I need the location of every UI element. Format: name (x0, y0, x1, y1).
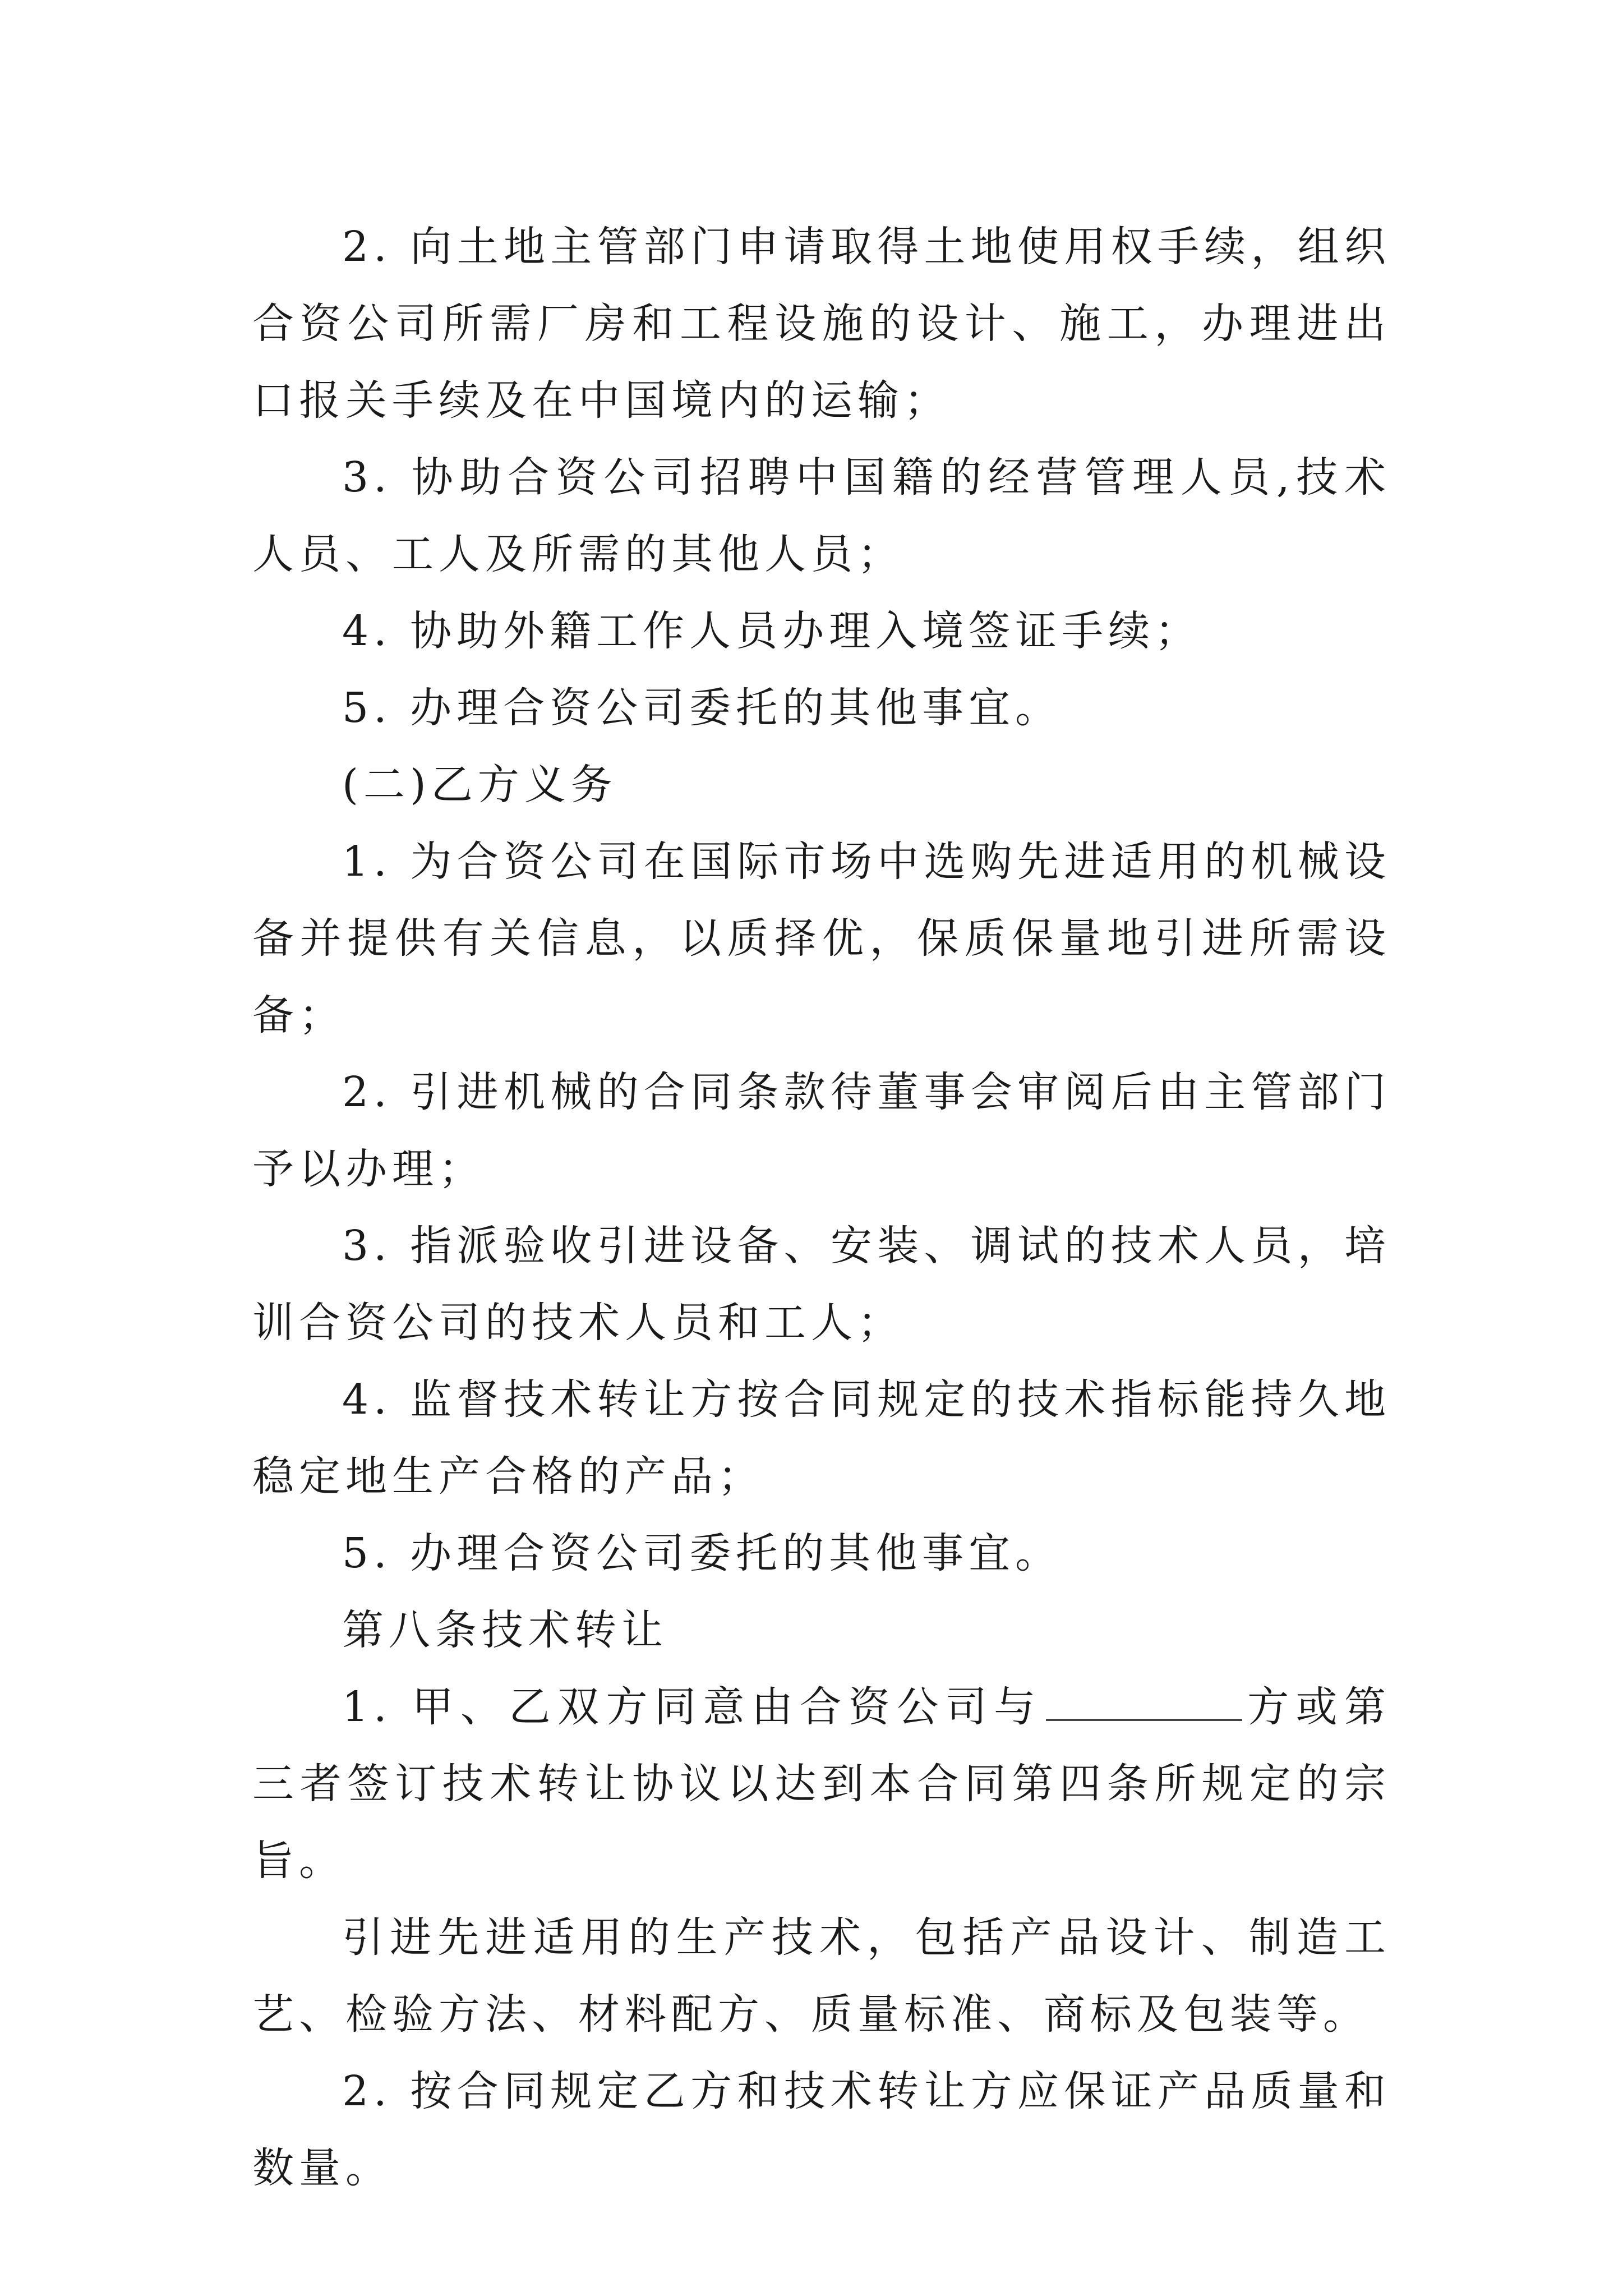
paragraph-technician-training: 3. 指派验收引进设备、安装、调试的技术人员，培训合资公司的技术人员和工人； (252, 1222, 1391, 1347)
transfer-clause-start: 1. 甲、乙双方同意由合资公司与 (342, 1683, 1043, 1731)
paragraph-other-matters-b: 5. 办理合资公司委托的其他事宜。 (342, 1529, 1062, 1577)
paragraph-recruitment: 3. 协助合资公司招聘中国籍的经营管理人员,技术人员、工人及所需的其他人员； (252, 453, 1391, 578)
paragraph-transfer-agreement (252, 1669, 1391, 1899)
paragraph-other-matters-a: 5. 办理合资公司委托的其他事宜。 (342, 684, 1062, 732)
article-heading-technology-transfer: 第八条技术转让 (342, 1606, 668, 1654)
paragraph-technology-scope: 引进先进适用的生产技术，包括产品设计、制造工艺、检验方法、材料配方、质量标准、商标及包装等。 (252, 1913, 1391, 2039)
section-heading-party-b: (二)乙方义务 (342, 761, 617, 809)
paragraph-equipment-selection: 1. 为合资公司在国际市场中选购先进适用的机械设备并提供有关信息，以质择优，保质保量地引进所需设备； (252, 838, 1391, 1039)
paragraph-supervision: 4. 监督技术转让方按合同规定的技术指标能持久地稳定地生产合格的产品； (252, 1375, 1391, 1501)
fill-in-blank-line[interactable] (1046, 1683, 1242, 1721)
paragraph-visa: 4. 协助外籍工作人员办理入境签证手续； (342, 607, 1202, 655)
paragraph-contract-terms: 2. 引进机械的合同条款待董事会审阅后由主管部门予以办理； (252, 1068, 1391, 1193)
transfer-clause-end: 方或第三者签订技术转让协议以达到本合同第四条所规定的宗旨。 (252, 1683, 1391, 1885)
document-page (252, 209, 1391, 2207)
paragraph-quality-guarantee: 2. 按合同规定乙方和技术转让方应保证产品质量和数量。 (252, 2067, 1391, 2192)
paragraph-land-use: 2. 向土地主管部门申请取得土地使用权手续，组织合资公司所需厂房和工程设施的设计、施工，办理进出口报关手续及在中国境内的运输； (252, 223, 1391, 425)
